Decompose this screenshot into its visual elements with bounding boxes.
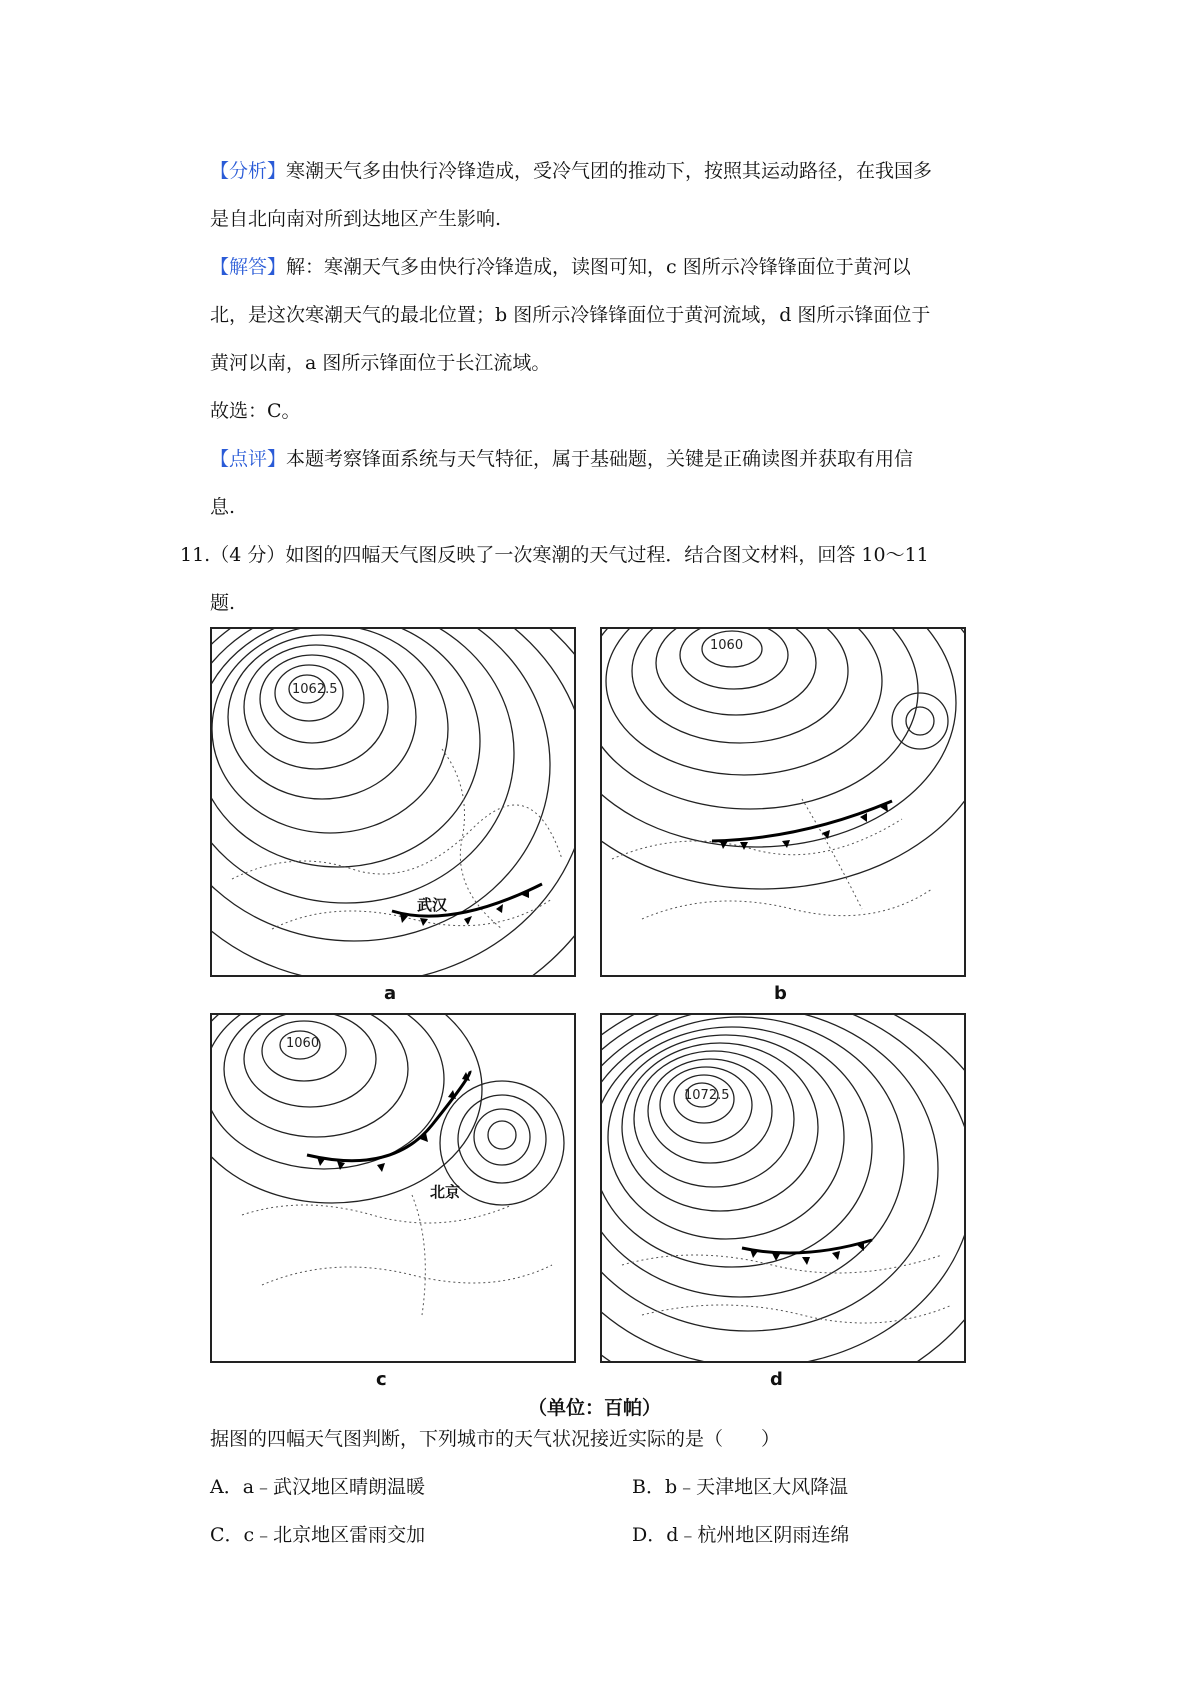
question-prompt: 据图的四幅天气图判断，下列城市的天气状况接近实际的是（ ） — [210, 1428, 781, 1450]
analysis-text-2: 是自北向南对所到达地区产生影响. — [210, 208, 502, 230]
map-c-city: 北京 — [430, 1183, 461, 1201]
map-d-isobars — [602, 1015, 964, 1361]
question-text-2: 题. — [210, 592, 236, 614]
map-d-center-value: 1072.5 — [684, 1088, 730, 1103]
option-a[interactable]: A．a﹣武汉地区晴朗温暖 — [210, 1476, 426, 1498]
map-b-isobars — [602, 629, 964, 975]
analysis-text-1: 寒潮天气多由快行冷锋造成，受冷气团的推动下，按照其运动路径，在我国多 — [286, 160, 933, 182]
map-a-isobars — [212, 629, 574, 975]
map-b-center-value: 1060 — [710, 638, 744, 653]
comment-text-2: 息. — [210, 496, 236, 518]
answer-text-2: 北，是这次寒潮天气的最北位置；b 图所示冷锋锋面位于黄河流域，d 图所示锋面位于 — [210, 304, 931, 326]
weather-map-b — [600, 627, 966, 977]
option-b[interactable]: B．b﹣天津地区大风降温 — [632, 1476, 849, 1498]
weather-map-a — [210, 627, 576, 977]
weather-map-c — [210, 1013, 576, 1363]
question-line-1 — [180, 542, 929, 568]
map-c-center-value: 1060 — [286, 1036, 320, 1051]
answer-text-3: 黄河以南，a 图所示锋面位于长江流域。 — [210, 352, 551, 374]
map-b-label: b — [774, 983, 787, 1004]
map-a-city: 武汉 — [417, 896, 448, 914]
answer-choice: 故选：C。 — [210, 400, 301, 422]
option-d[interactable]: D．d﹣杭州地区阴雨连绵 — [632, 1524, 850, 1546]
answer-tag: 【解答】 — [210, 256, 287, 278]
analysis-tag: 【分析】 — [210, 160, 287, 182]
map-a-center-value: 1062.5 — [292, 682, 338, 697]
map-c-isobars — [212, 1015, 574, 1361]
comment-tag: 【点评】 — [210, 448, 287, 470]
map-a-label: a — [384, 983, 397, 1004]
analysis-line-1 — [210, 158, 932, 184]
comment-text-1: 本题考察锋面系统与天气特征，属于基础题，关键是正确读图并获取有用信 — [286, 448, 914, 470]
weather-map-d — [600, 1013, 966, 1363]
weather-maps-figure — [210, 627, 970, 1419]
option-c[interactable]: C．c﹣北京地区雷雨交加 — [210, 1524, 426, 1546]
map-d-label: d — [770, 1369, 783, 1390]
comment-line-1 — [210, 446, 913, 472]
figure-unit: （单位：百帕） — [528, 1397, 662, 1419]
answer-line-1 — [210, 254, 911, 280]
question-number: 11. — [180, 544, 211, 566]
map-c-label: c — [376, 1369, 387, 1390]
answer-text-1: 解：寒潮天气多由快行冷锋造成，读图可知，c 图所示冷锋锋面位于黄河以 — [286, 256, 911, 278]
question-text-1: （4 分）如图的四幅天气图反映了一次寒潮的天气过程．结合图文材料，回答 10～11 — [210, 544, 929, 566]
